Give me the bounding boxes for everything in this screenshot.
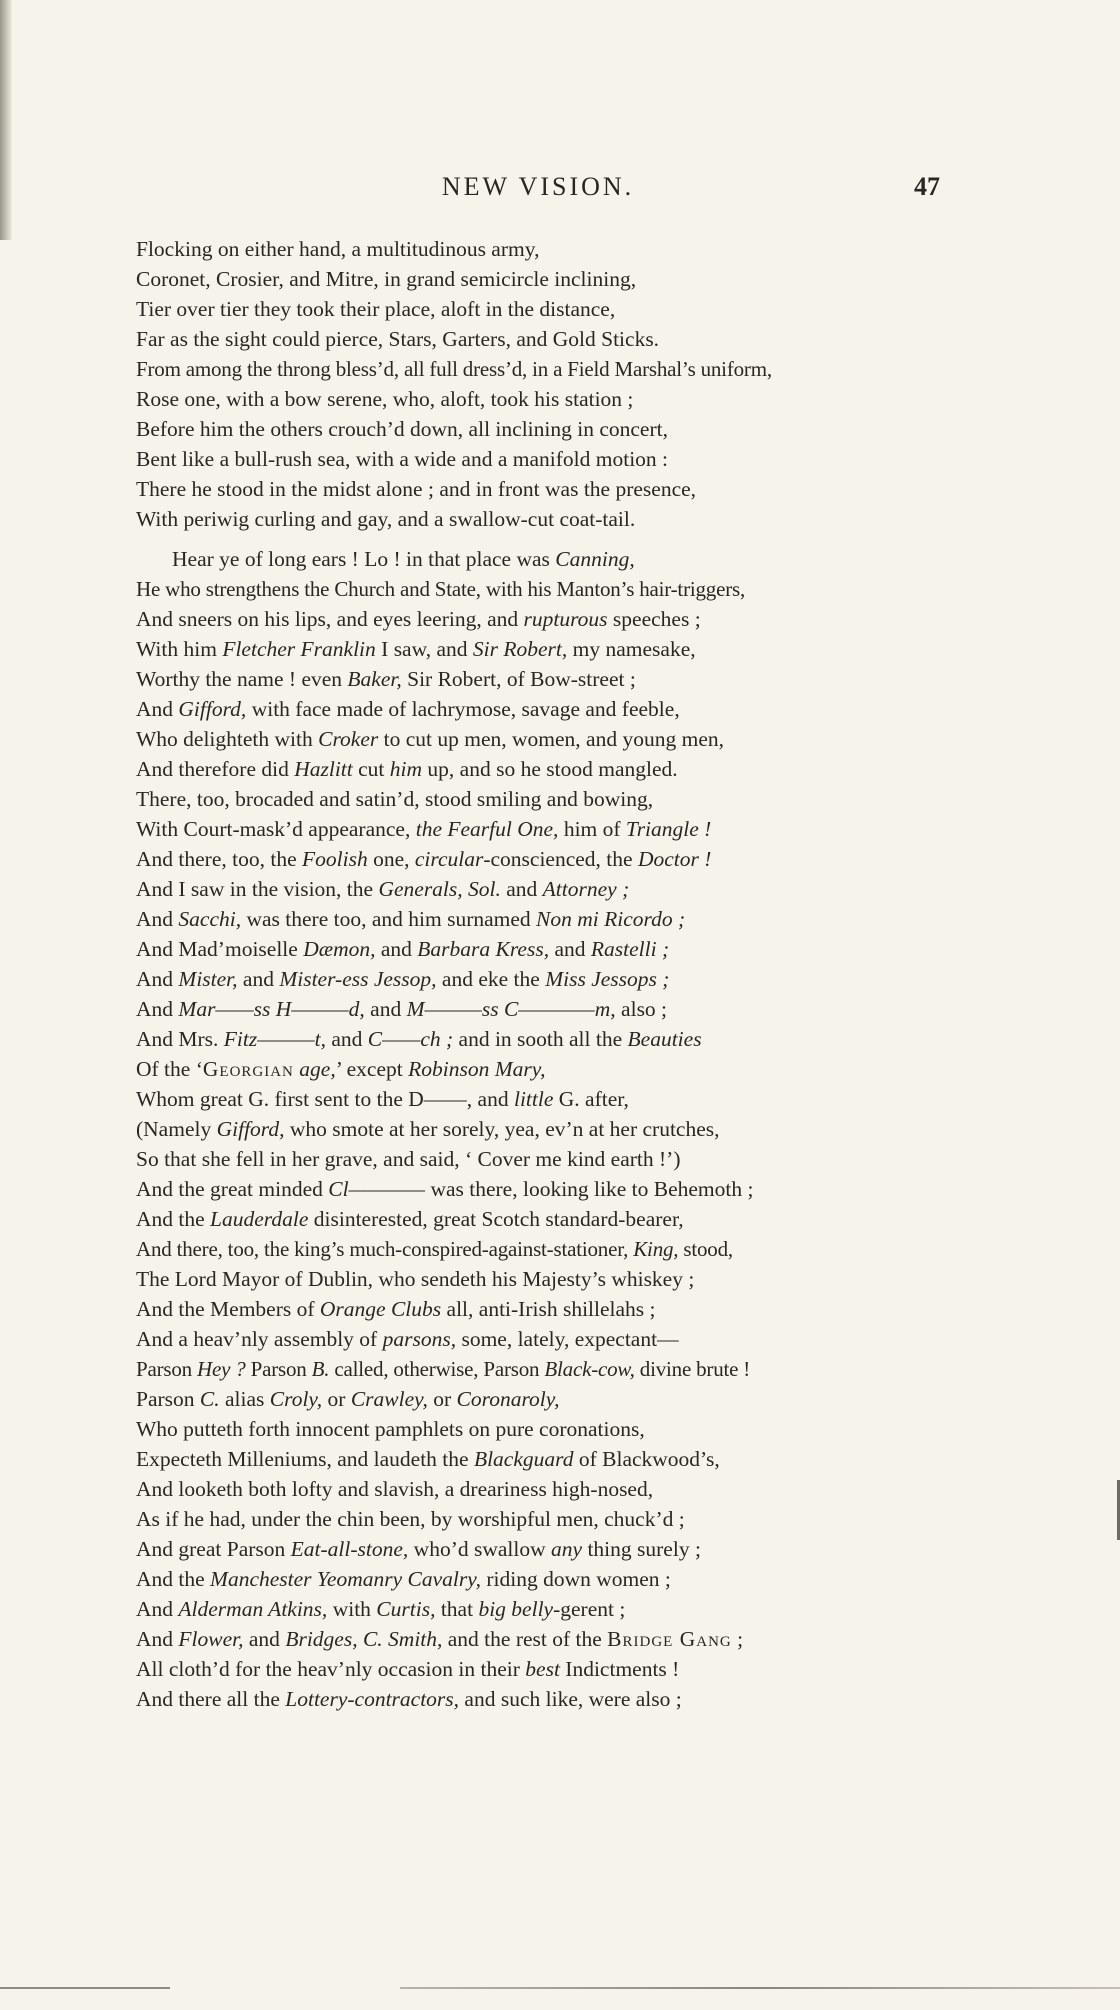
text-line [136,1174,948,1204]
text-segment: Parson [136,1357,198,1381]
text-segment: All cloth’d for the heav’nly occasion in their [136,1657,526,1681]
text-segment: And the great minded [136,1177,329,1201]
text-segment: speeches ; [607,607,701,631]
text-line [136,544,948,574]
text-segment: And [136,697,179,721]
text-segment: was there, looking like to Behemoth ; [425,1177,754,1201]
text-segment: to cut up men, women, and young men, [378,727,724,751]
text-line [136,1144,948,1174]
italic-segment: Hey ? [197,1357,246,1381]
text-line [136,814,948,844]
italic-segment: Sir Robert, [472,637,568,661]
poem-text [136,234,948,1714]
text-segment: up, and so he stood mangled. [422,757,678,781]
text-segment: with [327,1597,377,1621]
italic-segment: Doctor ! [637,847,712,871]
italic-segment: parsons, [382,1327,457,1351]
italic-segment: Mar——ss H———d, [178,997,365,1021]
text-segment: alias [219,1387,270,1411]
italic-segment: Baker, [347,667,402,691]
italic-segment: M———ss C————m, [406,997,616,1021]
text-line [136,1384,948,1414]
text-segment: And I saw in the vision, the [136,877,379,901]
italic-segment: Cl———— [328,1177,426,1201]
italic-segment: Gifford, [178,697,247,721]
text-line [136,964,948,994]
text-segment: Worthy the name ! even [136,667,348,691]
text-segment: And a heav’nly assembly of [136,1327,383,1351]
text-segment: With Court-mask’d appearance, [136,817,416,841]
italic-segment: B. [311,1357,330,1381]
text-segment: and eke the [436,967,546,991]
italic-segment: Beauties [627,1027,702,1051]
italic-segment: Miss Jessops ; [545,967,670,991]
italic-segment: Canning, [555,547,635,571]
text-line [136,234,948,264]
text-line [136,1294,948,1324]
text-segment: who’d swallow [408,1537,552,1561]
text-segment: And sneers on his lips, and eyes leering, and [136,607,524,631]
italic-segment: big belly [478,1597,554,1621]
text-line [136,1114,948,1144]
text-line [136,1354,948,1384]
text-segment: The Lord Mayor of Dublin, who sendeth his Majesty’s whiskey ; [136,1267,695,1291]
small-caps-segment: Georgian [202,1057,294,1081]
italic-segment: Bridges, C. Smith, [285,1627,443,1651]
text-segment: And the Members of [136,1297,320,1321]
text-segment: who smote at her sorely, yea, ev’n at her crutches, [284,1117,720,1141]
text-line [136,1054,948,1084]
italic-segment: Manchester Yeomanry Cavalry, [210,1567,481,1591]
text-line [136,1684,948,1714]
text-line [136,1624,948,1654]
text-line [136,324,948,354]
page-number: 47 [914,172,940,201]
italic-segment: Fitz———t, [223,1027,326,1051]
italic-segment: Coronaroly, [456,1387,560,1411]
text-line [136,1564,948,1594]
text-segment: And [136,907,179,931]
text-line [136,1414,948,1444]
italic-segment: Mister, [178,967,238,991]
text-segment: and [325,1027,368,1051]
text-line [136,664,948,694]
text-segment: Bent like a bull-rush sea, with a wide and a manifold motion : [136,447,669,471]
text-segment: Whom great G. first sent to the D——, and [136,1087,514,1111]
text-segment: G. after, [553,1087,629,1111]
text-line [136,1594,948,1624]
text-segment: And the [136,1207,211,1231]
italic-segment: C——ch ; [367,1027,454,1051]
italic-segment: Curtis, [376,1597,436,1621]
text-line [136,1234,948,1264]
italic-segment: Black-cow, [544,1357,635,1381]
text-line [136,574,948,604]
text-segment: And [136,1627,179,1651]
text-segment: all, anti-Irish shillelahs ; [441,1297,656,1321]
text-segment: And therefore did [136,757,295,781]
text-segment: Parson [245,1357,312,1381]
text-segment: ’ except [335,1057,409,1081]
text-line [136,724,948,754]
text-segment: my namesake, [567,637,696,661]
text-line [136,934,948,964]
text-segment: And there, too, the king’s much-conspired-against-stationer, [136,1237,634,1261]
italic-segment: Hazlitt [294,757,353,781]
text-line [136,604,948,634]
text-line [136,474,948,504]
text-segment: and the rest of the [442,1627,608,1651]
text-segment: Rose one, with a bow serene, who, aloft, took his station ; [136,387,634,411]
text-segment: With him [136,637,223,661]
text-segment: And Mrs. [136,1027,224,1051]
text-line [136,1084,948,1114]
text-segment: some, lately, expectant— [456,1327,679,1351]
text-line [136,904,948,934]
italic-segment: Lauderdale [210,1207,309,1231]
text-segment: Parson [136,1387,200,1411]
text-line [136,264,948,294]
text-segment: With periwig curling and gay, and a swallow-cut coat-tail. [136,507,636,531]
text-segment: Indictments ! [559,1657,680,1681]
text-segment: Before him the others crouch’d down, all inclining in concert, [136,417,668,441]
text-line [136,1534,948,1564]
text-segment: and such like, were also ; [459,1687,682,1711]
italic-segment: Dæmon, [303,937,376,961]
text-segment: There he stood in the midst alone ; and in front was the presence, [136,477,697,501]
text-line [136,1444,948,1474]
text-line [136,1324,948,1354]
text-line [136,1204,948,1234]
text-segment: Who delighteth with [136,727,319,751]
text-segment: And [136,997,179,1021]
text-line [136,384,948,414]
text-segment: And [136,1597,179,1621]
italic-segment: age, [299,1057,336,1081]
text-line [136,994,948,1024]
bottom-rule-right [400,1987,1120,1989]
italic-segment: Croker [318,727,379,751]
text-segment: As if he had, under the chin been, by worshipful men, chuck’d ; [136,1507,685,1531]
text-line [136,1474,948,1504]
text-segment: and [237,967,280,991]
bottom-rule-left [0,1987,170,1989]
text-segment: From among the throng bless’d, all full dress’d, in a Field Marshal’s uniform, [136,357,772,381]
text-segment: called, otherwise, Parson [329,1357,545,1381]
text-segment: And Mad’moiselle [136,937,304,961]
italic-segment: Generals, Sol. [378,877,501,901]
text-segment: And there all the [136,1687,286,1711]
italic-segment: Croly, [269,1387,323,1411]
italic-segment: him [389,757,423,781]
text-segment: and [549,937,591,961]
text-segment: also ; [615,997,668,1021]
text-segment: So that she fell in her grave, and said, ‘ Cover me kind earth !’) [136,1147,681,1171]
text-line [136,1504,948,1534]
text-segment: Flocking on either hand, a multitudinous army, [136,237,540,261]
italic-segment: Gifford, [216,1117,285,1141]
text-segment: Tier over tier they took their place, aloft in the distance, [136,297,616,321]
text-segment: And great Parson [136,1537,291,1561]
text-segment: with face made of lachrymose, savage and feeble, [246,697,680,721]
text-line [136,1264,948,1294]
italic-segment: Non mi Ricordo ; [536,907,686,931]
text-segment: and in sooth all the [453,1027,628,1051]
text-segment: Coronet, Crosier, and Mitre, in grand semicircle inclining, [136,267,637,291]
italic-segment: best [525,1657,560,1681]
text-segment: of Blackwood’s, [573,1447,720,1471]
text-segment: I saw, and [375,637,473,661]
text-segment: -gerent ; [553,1597,626,1621]
running-title: NEW VISION. [441,172,635,201]
text-segment: stood, [678,1237,733,1261]
italic-segment: little [513,1087,554,1111]
text-line [136,414,948,444]
text-line [136,634,948,664]
text-segment: -conscienced, the [483,847,638,871]
text-line [136,1024,948,1054]
italic-segment: Alderman Atkins, [178,1597,328,1621]
text-line [136,294,948,324]
text-line [136,354,948,384]
text-segment: disinterested, great Scotch standard-bearer, [308,1207,684,1231]
text-segment: And the [136,1567,211,1591]
italic-segment: Orange Clubs [319,1297,442,1321]
text-line [136,694,948,724]
text-segment: Sir Robert, of Bow-street ; [401,667,636,691]
italic-segment: Attorney ; [542,877,630,901]
italic-segment: Eat-all-stone, [290,1537,409,1561]
text-segment: and [375,937,418,961]
italic-segment: Triangle ! [625,817,712,841]
italic-segment: Lottery-contractors, [285,1687,460,1711]
italic-segment: Crawley, [350,1387,428,1411]
text-segment: and [364,997,407,1021]
text-segment: divine brute ! [634,1357,751,1381]
text-segment: and [243,1627,286,1651]
text-segment: one, [367,847,415,871]
italic-segment: the Fearful One, [415,817,559,841]
italic-segment: Flower, [178,1627,244,1651]
italic-segment: Fletcher Franklin [222,637,376,661]
italic-segment: King, [633,1237,679,1261]
text-line [136,504,948,534]
italic-segment: any [551,1537,583,1561]
italic-segment: C. [199,1387,220,1411]
text-segment: (Namely [136,1117,217,1141]
page-gutter-shadow [0,0,12,240]
text-segment: cut [352,757,390,781]
italic-segment: Sacchi, [178,907,242,931]
text-line [136,444,948,474]
text-segment: And looketh both lofty and slavish, a dreariness high-nosed, [136,1477,654,1501]
text-line [136,1654,948,1684]
text-segment: Who putteth forth innocent pamphlets on pure coronations, [136,1417,645,1441]
text-segment: Hear ye of long ears ! Lo ! in that place was [172,547,556,571]
text-segment: ; [731,1627,744,1651]
italic-segment: Foolish [302,847,368,871]
text-segment: There, too, brocaded and satin’d, stood smiling and bowing, [136,787,654,811]
italic-segment: Rastelli ; [590,937,670,961]
text-segment: Expecteth Milleniums, and laudeth the [136,1447,474,1471]
text-segment: And [136,967,179,991]
text-line [136,874,948,904]
text-segment: or [322,1387,351,1411]
text-segment: thing surely ; [582,1537,701,1561]
text-segment: and [500,877,543,901]
text-segment: Of the ‘ [136,1057,203,1081]
text-line [136,844,948,874]
text-segment: that [435,1597,479,1621]
text-segment: Far as the sight could pierce, Stars, Garters, and Gold Sticks. [136,327,660,351]
italic-segment: Blackguard [473,1447,574,1471]
text-line [136,754,948,784]
text-segment: him of [558,817,626,841]
text-segment: He who strengthens the Church and State, with his Manton’s hair-triggers, [136,577,746,601]
small-caps-segment: Bridge Gang [607,1627,732,1651]
text-line [136,784,948,814]
italic-segment: Barbara Kress, [417,937,550,961]
text-segment: was there too, and him surnamed [241,907,537,931]
italic-segment: circular [414,847,484,871]
italic-segment: Robinson Mary, [408,1057,546,1081]
italic-segment: rupturous [523,607,608,631]
text-segment: And there, too, the [136,847,302,871]
text-segment: or [427,1387,457,1411]
text-segment: riding down women ; [480,1567,671,1591]
page-header [136,172,940,212]
italic-segment: Mister-ess Jessop, [279,967,437,991]
